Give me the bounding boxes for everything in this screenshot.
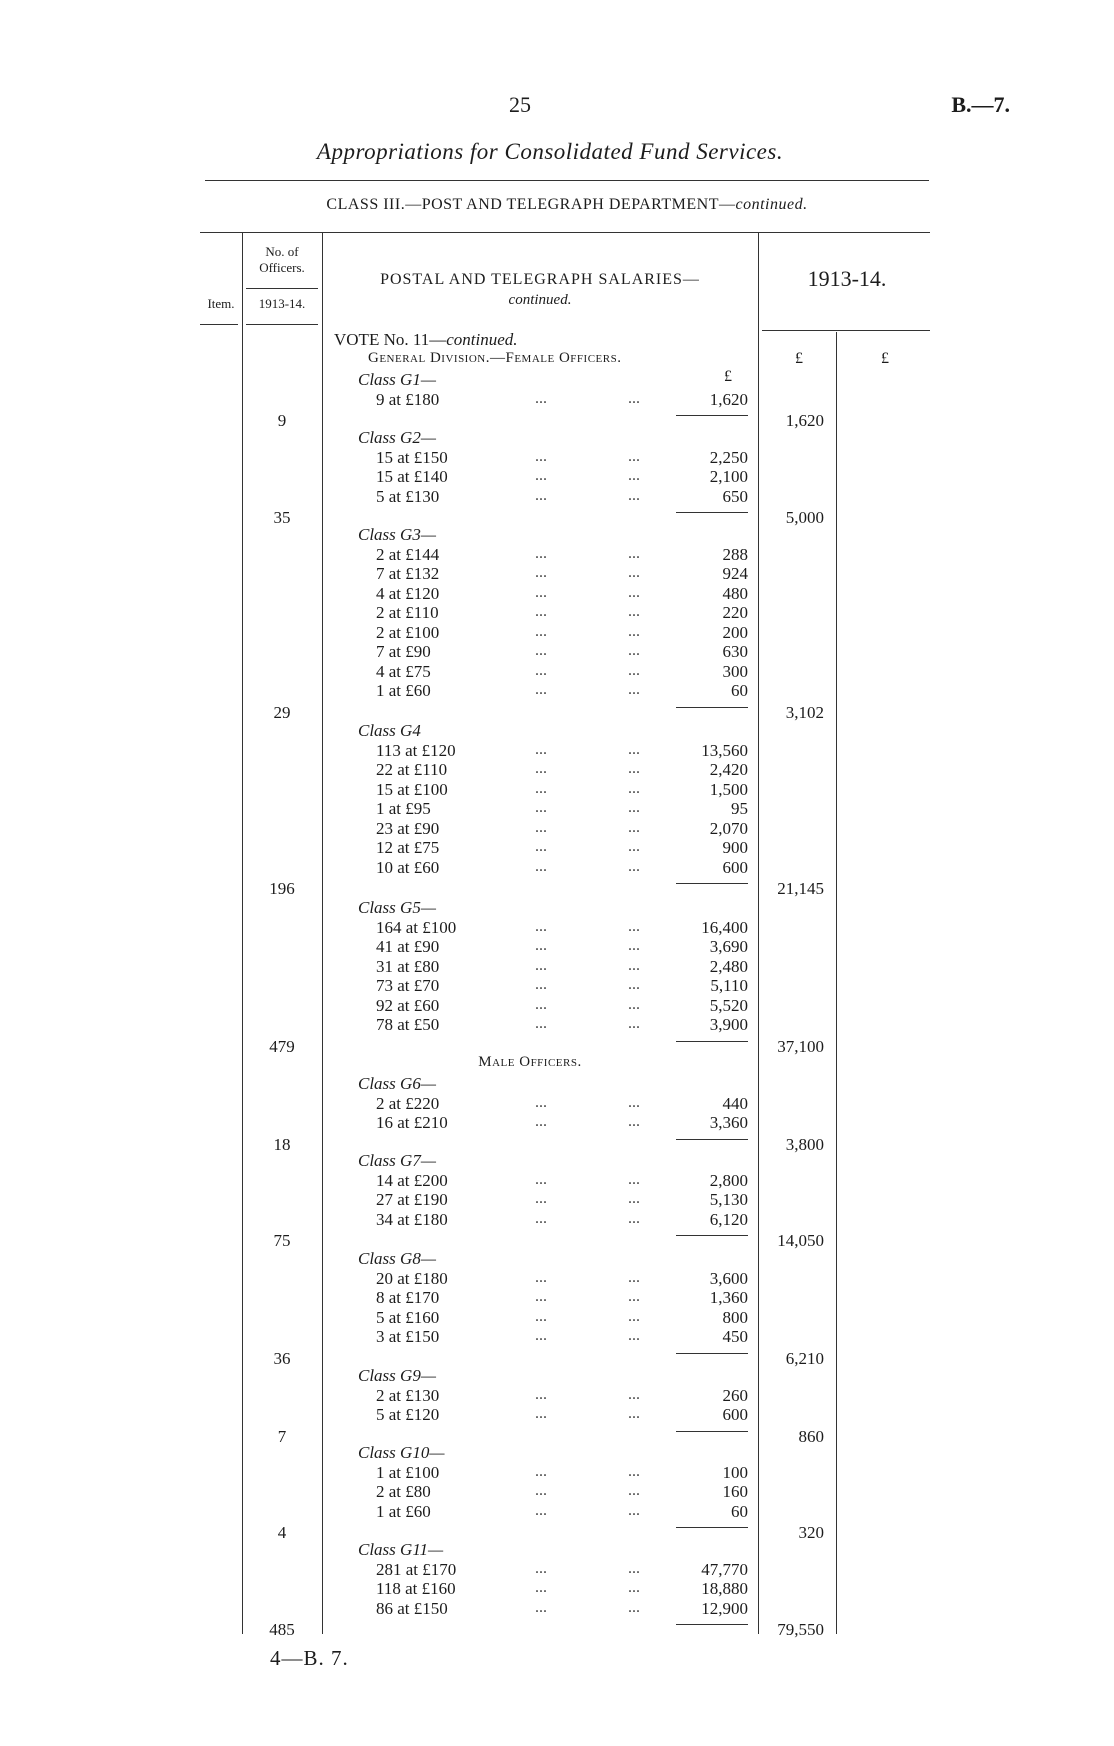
leader-dots: ...: [628, 622, 640, 640]
leader-dots: ...: [535, 1113, 547, 1130]
leader-dots: ...: [628, 1209, 640, 1227]
subtotal-rule: [676, 1624, 748, 1625]
salary-row-amount: 200: [722, 622, 748, 642]
leader-dots: ...: [535, 1288, 547, 1305]
salary-row-label: 281 at £170: [376, 1559, 457, 1579]
salary-row-label: 20 at £180: [376, 1268, 448, 1288]
salary-row-amount: 2,480: [709, 956, 748, 976]
leader-dots: ...: [628, 799, 640, 816]
officer-count: 485: [269, 1620, 295, 1639]
salary-row-label: 5 at £120: [376, 1405, 440, 1424]
salary-row-amount: 5,520: [709, 995, 748, 1015]
leader-dots: ...: [535, 389, 547, 407]
leader-dots: ...: [535, 760, 547, 777]
title-rule: [205, 180, 929, 181]
salary-row-label: 4 at £120: [376, 583, 440, 603]
header-bottom-rule-item: [200, 324, 238, 325]
leader-dots: ...: [535, 838, 547, 855]
leader-dots: ...: [628, 857, 640, 875]
salary-row-label: 2 at £100: [376, 622, 440, 642]
leader-dots: ...: [628, 447, 640, 465]
salary-row-label: 3 at £150: [376, 1327, 440, 1346]
class-name: Class G2—: [358, 428, 436, 447]
salary-row-label: 2 at £220: [376, 1093, 440, 1113]
salary-row-amount: 440: [722, 1093, 748, 1113]
salary-row-amount: 1,360: [709, 1288, 748, 1307]
salary-row-amount: 3,360: [709, 1113, 748, 1132]
table-top-rule: [200, 232, 930, 233]
salary-row-amount: 900: [722, 838, 748, 857]
salary-row-amount: 600: [722, 857, 748, 877]
currency-column-2: £: [881, 350, 889, 367]
salary-row-amount: 47,770: [701, 1559, 748, 1579]
salary-row-amount: 60: [731, 1501, 748, 1521]
officer-count: 36: [273, 1348, 291, 1368]
salary-row-label: 27 at £190: [376, 1190, 448, 1209]
salary-row-amount: 95: [731, 799, 748, 818]
salary-row-label: 5 at £130: [376, 486, 440, 506]
year-col-left-rule: [758, 232, 759, 334]
class-name: Class G7—: [358, 1151, 436, 1170]
officers-column-header: No. of Officers.: [259, 244, 305, 275]
class-total: 1,620: [785, 411, 824, 430]
salaries-header-continued: continued.: [508, 292, 572, 308]
salary-row-label: 2 at £110: [376, 603, 439, 622]
leader-dots: ...: [628, 1501, 640, 1519]
salary-row-amount: 3,900: [709, 1015, 748, 1034]
class-total: 79,550: [777, 1620, 824, 1639]
male-officers-heading: Male Officers.: [478, 1054, 582, 1070]
header-bottom-rule-officers: [246, 324, 318, 325]
leader-dots: ...: [535, 564, 547, 581]
salary-row-amount: 6,120: [709, 1209, 748, 1229]
leader-dots: ...: [535, 976, 547, 993]
currency-subamount: £: [724, 368, 732, 385]
leader-dots: ...: [535, 467, 547, 484]
salary-row-label: 5 at £160: [376, 1307, 440, 1327]
class-total: 37,100: [777, 1036, 824, 1056]
leader-dots: ...: [535, 917, 547, 935]
leader-dots: ...: [628, 995, 640, 1013]
leader-dots: ...: [535, 740, 547, 758]
class-name: Class G4: [358, 721, 421, 740]
leader-dots: ...: [628, 544, 640, 562]
header-bottom-rule-year: [762, 330, 930, 331]
class-total: 14,050: [777, 1231, 824, 1250]
salary-row-amount: 60: [731, 681, 748, 700]
salary-row-amount: 2,420: [709, 760, 748, 779]
leader-dots: ...: [535, 779, 547, 797]
leader-dots: ...: [628, 1462, 640, 1480]
leader-dots: ...: [628, 1385, 640, 1403]
leader-dots: ...: [628, 740, 640, 758]
salary-row-amount: 2,070: [709, 818, 748, 838]
leader-dots: ...: [535, 1482, 547, 1499]
salary-row-label: 16 at £210: [376, 1113, 448, 1132]
leader-dots: ...: [628, 956, 640, 974]
salary-row-label: 14 at £200: [376, 1170, 448, 1190]
salary-row-label: 9 at £180: [376, 389, 440, 409]
class-heading: [205, 196, 929, 214]
salary-row-label: 15 at £140: [376, 467, 448, 486]
salary-row-amount: 12,900: [701, 1598, 748, 1618]
leader-dots: ...: [628, 1405, 640, 1422]
leader-dots: ...: [628, 1579, 640, 1596]
leader-dots: ...: [628, 661, 640, 679]
class-total: 860: [798, 1426, 824, 1446]
description-col-left-rule: [322, 332, 323, 1634]
leader-dots: ...: [628, 937, 640, 954]
leader-dots: ...: [628, 1288, 640, 1305]
salary-row-amount: 3,690: [709, 937, 748, 956]
class-total: 3,102: [785, 702, 824, 722]
class-total: 6,210: [785, 1348, 824, 1368]
officer-count: 4: [277, 1523, 287, 1542]
salary-row-label: 2 at £144: [376, 544, 440, 564]
leader-dots: ...: [628, 1015, 640, 1032]
leader-dots: ...: [535, 447, 547, 465]
salary-row-amount: 600: [722, 1405, 748, 1424]
salary-row-label: 2 at £80: [376, 1482, 431, 1501]
salary-row-label: 7 at £90: [376, 642, 431, 661]
leader-dots: ...: [535, 937, 547, 954]
salary-row-label: 41 at £90: [376, 937, 440, 956]
salary-row-label: 4 at £75: [376, 661, 431, 681]
salary-row-amount: 16,400: [701, 917, 748, 937]
subtotal-rule: [676, 1431, 748, 1432]
subtotal-rule: [676, 883, 748, 884]
currency-column-1: £: [795, 350, 803, 367]
salary-row-amount: 480: [722, 583, 748, 603]
salary-row-label: 113 at £120: [376, 740, 456, 760]
salary-row-label: 12 at £75: [376, 838, 440, 857]
leader-dots: ...: [628, 564, 640, 581]
class-name: Class G11—: [358, 1540, 444, 1559]
class-name: Class G9—: [358, 1366, 436, 1385]
leader-dots: ...: [535, 1015, 547, 1032]
officer-count: 75: [273, 1231, 291, 1250]
leader-dots: ...: [535, 642, 547, 659]
salary-row-label: 78 at £50: [376, 1015, 440, 1034]
leader-dots: ...: [535, 583, 547, 601]
leader-dots: ...: [628, 1190, 640, 1207]
salary-row-amount: 160: [722, 1482, 748, 1501]
salary-row-label: 10 at £60: [376, 857, 440, 877]
salary-row-amount: 5,110: [710, 976, 748, 995]
leader-dots: ...: [628, 760, 640, 777]
leader-dots: ...: [535, 1327, 547, 1344]
officer-count: 18: [273, 1134, 291, 1154]
salary-row-label: 7 at £132: [376, 564, 440, 583]
class-name: Class G3—: [358, 525, 436, 544]
officer-count: 29: [273, 702, 291, 722]
leader-dots: ...: [628, 917, 640, 935]
officer-count: 9: [277, 411, 287, 430]
salary-row-amount: 2,250: [709, 447, 748, 467]
leader-dots: ...: [628, 1482, 640, 1499]
year-column-header: 1913-14.: [807, 266, 887, 291]
salary-row-label: 1 at £100: [376, 1462, 440, 1482]
item-column-header: Item.: [207, 296, 235, 311]
leader-dots: ...: [535, 818, 547, 836]
leader-dots: ...: [535, 1170, 547, 1188]
salary-row-amount: 220: [722, 603, 748, 622]
subtotal-rule: [676, 1353, 748, 1354]
leader-dots: ...: [628, 1113, 640, 1130]
class-heading-text: CLASS III.—POST AND TELEGRAPH DEPARTMENT—: [326, 196, 736, 213]
leader-dots: ...: [535, 1268, 547, 1286]
salary-row-amount: 650: [722, 486, 748, 506]
leader-dots: ...: [628, 1559, 640, 1577]
subtotal-rule: [676, 1235, 748, 1236]
leader-dots: ...: [535, 995, 547, 1013]
officer-count: 196: [269, 879, 295, 898]
class-total: 3,800: [785, 1134, 824, 1154]
subtotal-rule: [676, 1041, 748, 1042]
subtotal-col-right-rule: [758, 332, 759, 1634]
salary-row-amount: 1,620: [709, 389, 748, 409]
leader-dots: ...: [535, 661, 547, 679]
class-name: Class G8—: [358, 1249, 436, 1268]
salary-row-label: 8 at £170: [376, 1288, 440, 1307]
salary-row-label: 15 at £150: [376, 447, 448, 467]
leader-dots: ...: [535, 544, 547, 562]
leader-dots: ...: [628, 642, 640, 659]
officer-count: 7: [277, 1426, 287, 1446]
officers-header-rule: [246, 288, 318, 289]
leader-dots: ...: [628, 779, 640, 797]
leader-dots: ...: [628, 603, 640, 620]
salary-row-label: 73 at £70: [376, 976, 440, 995]
leader-dots: ...: [535, 1385, 547, 1403]
vote-title: [334, 330, 518, 350]
page-footer: 4—B. 7.: [270, 1646, 349, 1670]
class-heading-continued: continued.: [735, 196, 808, 213]
salary-row-label: 15 at £100: [376, 779, 448, 799]
leader-dots: ...: [628, 1093, 640, 1111]
leader-dots: ...: [535, 1307, 547, 1325]
salary-row-amount: 13,560: [701, 740, 748, 760]
salary-row-amount: 630: [722, 642, 748, 661]
class-total: 21,145: [777, 879, 824, 898]
salary-row-label: 164 at £100: [376, 917, 457, 937]
salary-row-label: 86 at £150: [376, 1598, 448, 1618]
leader-dots: ...: [535, 857, 547, 875]
salary-row-label: 34 at £180: [376, 1209, 448, 1229]
leader-dots: ...: [628, 818, 640, 836]
leader-dots: ...: [535, 1501, 547, 1519]
leader-dots: ...: [628, 467, 640, 484]
salary-row-amount: 5,130: [709, 1190, 748, 1209]
leader-dots: ...: [535, 799, 547, 816]
leader-dots: ...: [535, 956, 547, 974]
salary-row-amount: 3,600: [709, 1268, 748, 1288]
salary-row-amount: 18,880: [701, 1579, 748, 1598]
class-name: Class G1—: [358, 370, 436, 389]
salary-row-label: 92 at £60: [376, 995, 440, 1015]
leader-dots: ...: [535, 1579, 547, 1596]
leader-dots: ...: [535, 1462, 547, 1480]
subtotal-rule: [676, 415, 748, 416]
leader-dots: ...: [535, 1190, 547, 1207]
salary-row-amount: 924: [722, 564, 748, 583]
salary-row-label: 2 at £130: [376, 1385, 440, 1405]
page-title: Appropriations for Consolidated Fund Services.: [316, 139, 784, 164]
salary-row-label: 1 at £95: [376, 799, 431, 818]
salary-row-amount: 260: [722, 1385, 748, 1405]
leader-dots: ...: [535, 1559, 547, 1577]
salary-row-amount: 450: [722, 1327, 748, 1346]
leader-dots: ...: [628, 976, 640, 993]
subtotal-rule: [676, 1527, 748, 1528]
salary-row-label: 31 at £80: [376, 956, 440, 976]
leader-dots: ...: [535, 486, 547, 504]
leader-dots: ...: [535, 1093, 547, 1111]
leader-dots: ...: [628, 1307, 640, 1325]
officers-col-left-rule: [242, 232, 243, 1634]
salary-row-amount: 2,800: [709, 1170, 748, 1190]
total-col-right-rule: [836, 332, 837, 1634]
officer-count: 479: [269, 1036, 295, 1056]
leader-dots: ...: [535, 1209, 547, 1227]
salary-row-amount: 2,100: [709, 467, 748, 486]
salary-row-label: 118 at £160: [376, 1579, 456, 1598]
leader-dots: ...: [535, 681, 547, 698]
division-heading: General Division.—Female Officers.: [368, 350, 622, 366]
page-number: 25: [509, 92, 531, 117]
salary-row-amount: 300: [722, 661, 748, 681]
salaries-header: POSTAL AND TELEGRAPH SALARIES—: [380, 271, 700, 288]
salary-row-amount: 288: [722, 544, 748, 564]
subtotal-rule: [676, 707, 748, 708]
leader-dots: ...: [628, 486, 640, 504]
officer-count: 35: [273, 508, 291, 527]
leader-dots: ...: [628, 389, 640, 407]
salary-row-label: 1 at £60: [376, 1501, 431, 1521]
class-total: 320: [798, 1523, 824, 1542]
leader-dots: ...: [628, 681, 640, 698]
document-reference: B.—7.: [951, 92, 1010, 117]
salary-row-amount: 100: [722, 1462, 748, 1482]
leader-dots: ...: [628, 1170, 640, 1188]
salary-row-amount: 1,500: [709, 779, 748, 799]
leader-dots: ...: [628, 1268, 640, 1286]
salary-row-label: 1 at £60: [376, 681, 431, 700]
leader-dots: ...: [535, 1598, 547, 1616]
class-total: 5,000: [785, 508, 824, 527]
vote-title-text: VOTE No. 11—: [334, 330, 447, 349]
salary-row-label: 23 at £90: [376, 818, 440, 838]
leader-dots: ...: [628, 1327, 640, 1344]
leader-dots: ...: [628, 838, 640, 855]
leader-dots: ...: [535, 603, 547, 620]
salary-row-amount: 800: [722, 1307, 748, 1327]
class-name: Class G5—: [358, 898, 436, 917]
officers-year-header: 1913-14.: [258, 296, 306, 311]
leader-dots: ...: [535, 622, 547, 640]
vote-title-continued: continued.: [446, 330, 518, 349]
leader-dots: ...: [628, 1598, 640, 1616]
salary-row-label: 22 at £110: [376, 760, 448, 779]
leader-dots: ...: [535, 1405, 547, 1422]
class-name: Class G10—: [358, 1443, 445, 1462]
class-name: Class G6—: [358, 1074, 436, 1093]
subtotal-rule: [676, 512, 748, 513]
subtotal-rule: [676, 1139, 748, 1140]
leader-dots: ...: [628, 583, 640, 601]
